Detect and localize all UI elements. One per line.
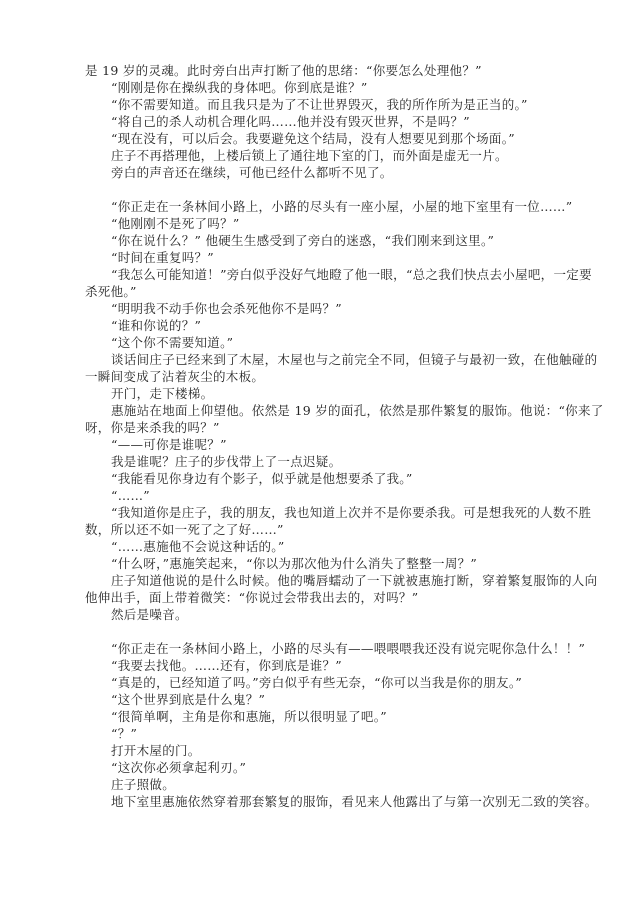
text-line: “——可你是谁呢？”: [111, 437, 227, 452]
text-line: 一瞬间变成了沾着灰尘的木板。: [85, 369, 265, 384]
text-line: “？”: [111, 726, 138, 741]
text-line: 打开木屋的门。: [111, 743, 201, 758]
text-line: “……惠施他不会说这种话的。”: [111, 539, 285, 554]
text-line: “谁和你说的？”: [111, 318, 202, 333]
blank-line: [85, 623, 555, 640]
text-line: “我知道你是庄子，我的朋友，我也知道上次并不是你要杀我。可是想我死的人数不胜: [111, 505, 592, 520]
text-line: “这个世界到底是什么鬼？”: [111, 692, 266, 707]
text-line: “这个你不需要知道。”: [111, 335, 234, 350]
text-line: 呀，你是来杀我的吗？”: [85, 420, 220, 435]
document-body: [85, 62, 604, 810]
text-line: “现在没有，可以后会。我要避免这个结局，没有人想要见到那个场面。”: [111, 131, 515, 146]
text-line: “我要去找他。……还有，你到底是谁？”: [111, 658, 342, 673]
blank-line: [85, 181, 555, 198]
text-line: “时间在重复吗？”: [111, 250, 214, 265]
text-line: “什么呀，”惠施笑起来，“你以为那次他为什么消失了整整一周？”: [111, 556, 478, 571]
text-line: “他刚刚不是死了吗？”: [111, 216, 240, 231]
text-line: “……”: [111, 488, 150, 503]
text-line: “我能看见你身边有个影子，似乎就是他想要杀了我。”: [111, 471, 413, 486]
text-line: 惠施站在地面上仰望他。依然是 19 岁的面孔，依然是那件繁复的服饰。他说：“你来了: [111, 403, 604, 418]
text-line: 庄子知道他说的是什么时候。他的嘴唇蠕动了一下就被惠施打断，穿着繁复服饰的人向: [111, 573, 598, 588]
text-line: 杀死他。”: [85, 284, 137, 299]
text-line: 旁白的声音还在继续，可他已经什么都听不见了。: [111, 165, 393, 180]
text-line: 庄子照做。: [111, 777, 176, 792]
text-line: “明明我不动手你也会杀死他你不是吗？”: [111, 301, 342, 316]
text-line: 是 19 岁的灵魂。此时旁白出声打断了他的思绪：“你要怎么处理他？”: [85, 63, 482, 78]
text-line: 他伸出手，面上带着微笑：“你说过会带我出去的，对吗？”: [85, 590, 419, 605]
text-line: 数，所以还不如一死了之了好……”: [85, 522, 284, 537]
text-line: 我是谁呢？庄子的步伐带上了一点迟疑。: [111, 454, 342, 469]
text-line: “你正走在一条林间小路上，小路的尽头有一座小屋，小屋的地下室里有一位……”: [111, 199, 573, 214]
text-line: 庄子不再搭理他，上楼后锁上了通往地下室的门，而外面是虚无一片。: [111, 148, 508, 163]
text-line: “刚刚是你在操纵我的身体吧。你到底是谁？”: [111, 80, 368, 95]
text-line: “将自己的杀人动机合理化吗……他并没有毁灭世界，不是吗？”: [111, 114, 470, 129]
text-line: 谈话间庄子已经来到了木屋，木屋也与之前完全不同，但镜子与最初一致，在他触碰的: [111, 352, 598, 367]
text-line: “你正走在一条林间小路上，小路的尽头有——喂喂喂我还没有说完呢你急什么！！”: [111, 641, 586, 656]
text-line: 然后是噪音。: [111, 607, 188, 622]
text-line: “我怎么可能知道！”旁白似乎没好气地瞪了他一眼，“总之我们快点去小屋吧，一定要: [111, 267, 592, 282]
text-line: 地下室里惠施依然穿着那套繁复的服饰，看见来人他露出了与第一次别无二致的笑容。: [111, 794, 598, 809]
text-line: “你在说什么？” 他硬生生感受到了旁白的迷惑，“我们刚来到这里。”: [111, 233, 495, 248]
text-line: “你不需要知道。而且我只是为了不让世界毁灭，我的所作所为是正当的。”: [111, 97, 528, 112]
text-line: “这次你必须拿起利刃。”: [111, 760, 247, 775]
text-line: “很简单啊，主角是你和惠施，所以很明显了吧。”: [111, 709, 387, 724]
text-line: 开门，走下楼梯。: [111, 386, 214, 401]
text-line: “真是的，已经知道了吗。”旁白似乎有些无奈，“你可以当我是你的朋友。”: [111, 675, 523, 690]
